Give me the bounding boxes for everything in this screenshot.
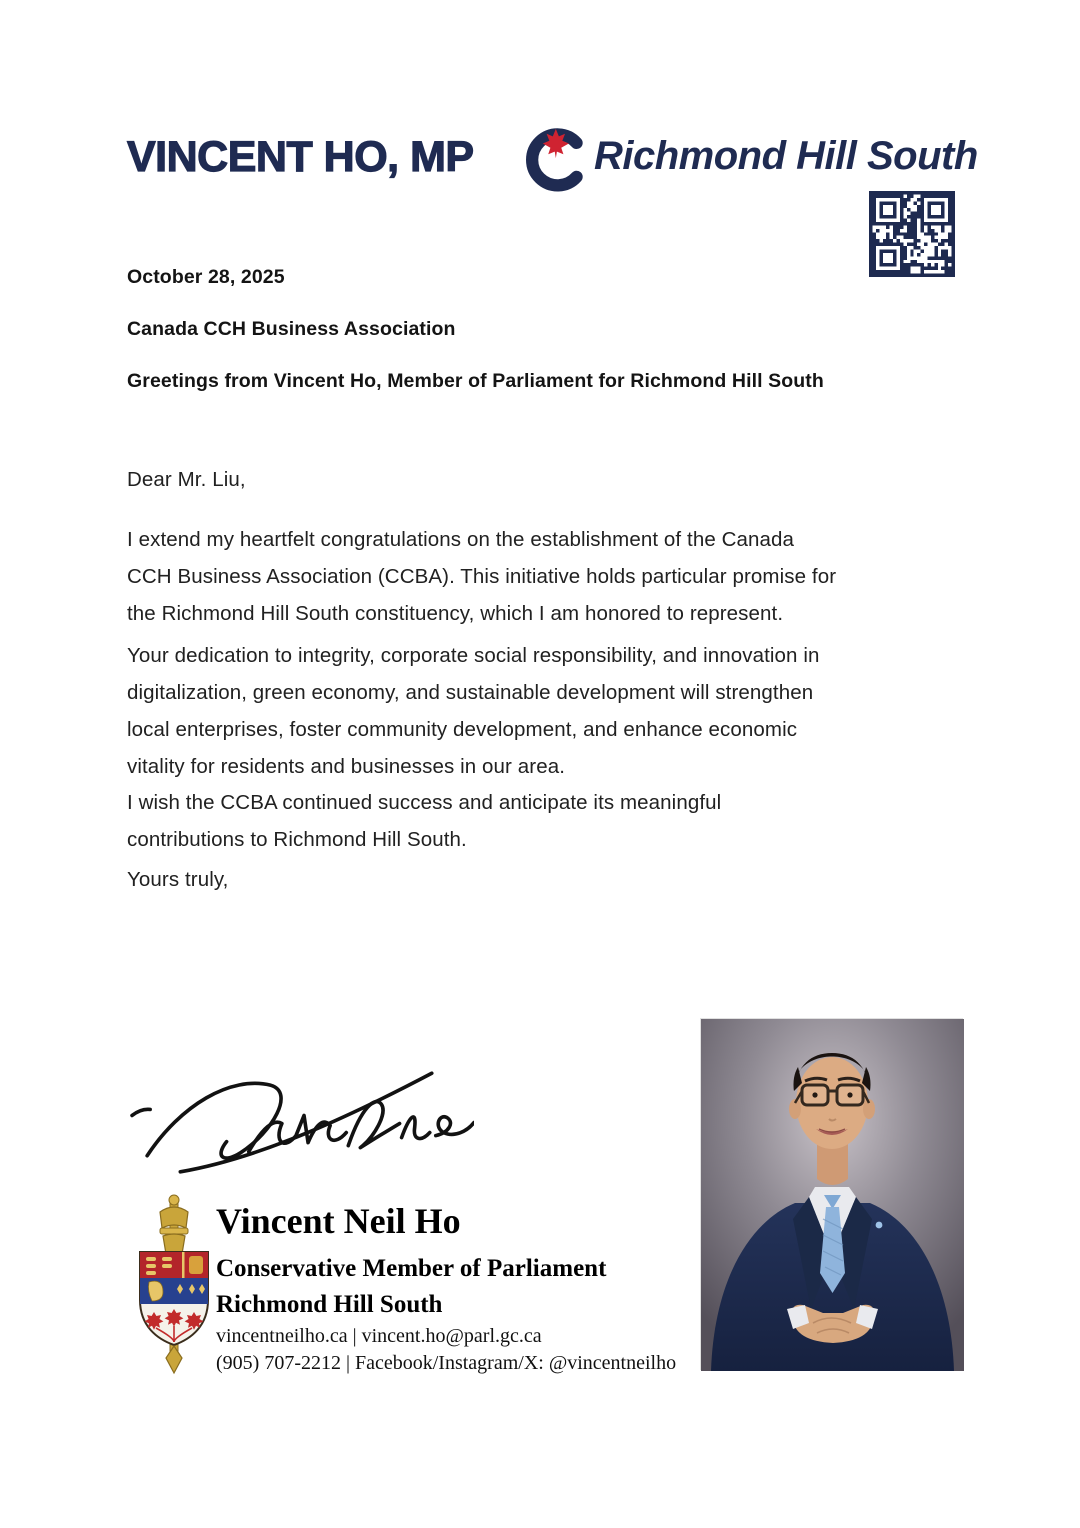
footer-riding: Richmond Hill South [216, 1291, 443, 1318]
paragraph-line: vitality for residents and businesses in our area. [127, 755, 566, 778]
letter-recipient: Canada CCH Business Association [127, 318, 456, 340]
handwritten-signature-icon [122, 1056, 474, 1184]
conservative-party-logo-icon [520, 122, 586, 194]
qr-code [868, 191, 956, 277]
footer-phone-social: (905) 707-2212 | Facebook/Instagram/X: @vincentneilho [216, 1352, 677, 1374]
header-riding: Richmond Hill South [594, 134, 978, 178]
paragraph-line: CCH Business Association (CCBA). This initiative holds particular promise for [127, 565, 837, 588]
paragraph-line: the Richmond Hill South constituency, which I am honored to represent. [127, 602, 784, 625]
paragraph-line: local enterprises, foster community development, and enhance economic [127, 718, 798, 741]
paragraph-line: contributions to Richmond Hill South. [127, 828, 467, 851]
paragraph-line: Your dedication to integrity, corporate social responsibility, and innovation in [127, 644, 820, 667]
portrait-photo [700, 1018, 963, 1370]
footer-name: Vincent Neil Ho [216, 1201, 461, 1241]
paragraph-line: I extend my heartfelt congratulations on the establishment of the Canada [127, 528, 795, 551]
letter-paragraph-3 [127, 784, 967, 858]
footer-title: Conservative Member of Parliament [216, 1255, 607, 1282]
letter-paragraph-2 [127, 637, 967, 785]
letter-closing: Yours truly, [127, 868, 229, 891]
footer-website-email: vincentneilho.ca | vincent.ho@parl.gc.ca [216, 1325, 542, 1347]
paragraph-line: I wish the CCBA continued success and anticipate its meaningful [127, 791, 722, 814]
letter-paragraph-1 [127, 521, 967, 632]
letter-date: October 28, 2025 [127, 266, 285, 288]
header-name: VINCENT HO, MP [127, 133, 474, 181]
letter-subject: Greetings from Vincent Ho, Member of Parliament for Richmond Hill South [127, 370, 824, 392]
house-of-commons-mace-icon [130, 1192, 218, 1375]
letter-salutation: Dear Mr. Liu, [127, 468, 246, 491]
paragraph-line: digitalization, green economy, and sustainable development will strengthen [127, 681, 814, 704]
